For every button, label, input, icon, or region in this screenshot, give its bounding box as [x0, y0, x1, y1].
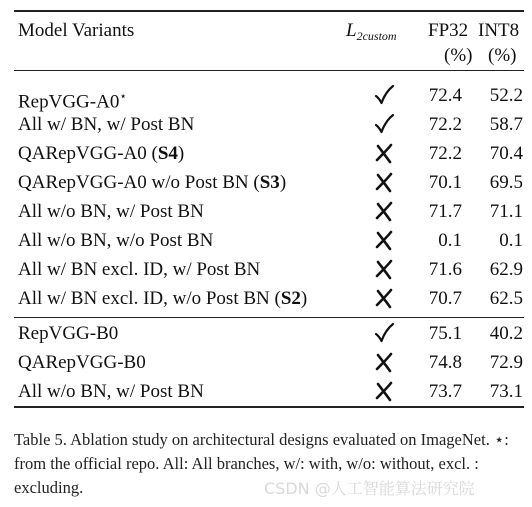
cross-icon	[372, 286, 396, 310]
table-row	[0, 285, 532, 314]
header-int8-unit: (%)	[488, 45, 517, 66]
row-int8-value: 52.2	[489, 85, 523, 106]
row-fp32-value: 71.7	[428, 201, 462, 222]
row-model-setting-label: S4	[157, 143, 178, 164]
table-row	[0, 256, 532, 285]
row-model-name-close: )	[279, 172, 287, 193]
row-int8-value: 69.5	[489, 172, 523, 193]
row-model-name-close: )	[300, 288, 308, 309]
row-fp32-value: 72.4	[428, 85, 462, 106]
row-int8-value: 62.9	[489, 259, 523, 280]
table-header-rule	[14, 70, 524, 71]
row-fp32-value: 72.2	[428, 114, 462, 135]
cross-icon	[372, 379, 396, 403]
row-model-name	[18, 323, 118, 345]
row-fp32-value: 0.1	[438, 230, 462, 251]
cross-icon	[372, 199, 396, 223]
row-fp32-value: 75.1	[428, 323, 462, 344]
table-row	[0, 227, 532, 256]
row-model-name	[18, 230, 213, 252]
row-model-name	[18, 172, 286, 194]
row-fp32-value: 71.6	[428, 259, 462, 280]
row-model-name	[18, 201, 204, 223]
row-model-setting-label: S2	[280, 288, 301, 309]
table-row	[0, 320, 532, 349]
row-model-name-text: QARepVGG-B0	[18, 352, 146, 373]
row-int8-value: 40.2	[489, 323, 523, 344]
row-model-name	[18, 259, 260, 281]
table-row	[0, 198, 532, 227]
row-int8-value: 71.1	[489, 201, 523, 222]
row-fp32-value: 70.7	[428, 288, 462, 309]
table-caption: Table 5. Ablation study on architectural designs evaluated on ImageNet. ⋆: from the official repo. All: All branches, w/: with, w/o: without, excl. : excluding.	[14, 430, 509, 497]
header-l2-custom	[346, 20, 397, 47]
check-icon	[372, 321, 396, 345]
row-model-name	[18, 288, 307, 310]
cross-icon	[372, 257, 396, 281]
cross-icon	[372, 228, 396, 252]
row-fp32-value: 73.7	[428, 381, 462, 402]
header-fp32-unit: (%)	[444, 45, 473, 66]
table-bottom-rule	[14, 406, 524, 408]
table-top-rule	[14, 10, 524, 12]
row-model-name-text: RepVGG-B0	[18, 323, 119, 344]
row-model-name-text: All w/ BN excl. ID, w/ Post BN	[18, 259, 261, 280]
row-model-name-text: All w/ BN excl. ID, w/o Post BN (	[18, 288, 281, 309]
header-model-variants: Model Variants	[18, 20, 135, 41]
header-fp32: FP32	[428, 20, 469, 41]
row-fp32-value: 74.8	[428, 352, 462, 373]
row-model-name-text: QARepVGG-A0 (	[18, 143, 158, 164]
row-int8-value: 58.7	[489, 114, 523, 135]
cross-icon	[372, 350, 396, 374]
row-fp32-value: 72.2	[428, 143, 462, 164]
row-int8-value: 73.1	[489, 381, 523, 402]
row-model-name-text: All w/o BN, w/ Post BN	[18, 201, 204, 222]
row-model-name-text: All w/o BN, w/o Post BN	[18, 230, 214, 251]
table-row	[0, 169, 532, 198]
table-group-rule	[14, 317, 524, 318]
row-int8-value: 70.4	[489, 143, 523, 164]
row-int8-value: 0.1	[499, 230, 523, 251]
table-row	[0, 140, 532, 169]
row-model-setting-label: S3	[259, 172, 280, 193]
row-model-name	[18, 114, 194, 136]
watermark-text: CSDN @人工智能算法研究院	[264, 479, 475, 498]
row-model-footnote-mark: ⋆	[119, 89, 127, 103]
row-fp32-value: 70.1	[428, 172, 462, 193]
check-icon	[372, 83, 396, 107]
row-model-name	[18, 381, 204, 403]
row-model-name-text: RepVGG-A0	[18, 91, 120, 113]
row-model-name-text: All w/ BN, w/ Post BN	[18, 114, 195, 135]
cross-icon	[372, 141, 396, 165]
header-int8: INT8	[478, 20, 520, 41]
row-model-name-text: All w/o BN, w/ Post BN	[18, 381, 204, 402]
row-model-name	[18, 143, 184, 165]
row-int8-value: 72.9	[489, 352, 523, 373]
row-model-name	[18, 85, 127, 113]
header-l2-sub: 2custom	[356, 29, 397, 43]
cross-icon	[372, 170, 396, 194]
table-row	[0, 349, 532, 378]
table-row	[0, 82, 532, 111]
table-row	[0, 378, 532, 407]
check-icon	[372, 112, 396, 136]
row-model-name	[18, 352, 146, 374]
row-model-name-text: QARepVGG-A0 w/o Post BN (	[18, 172, 260, 193]
row-model-name-close: )	[177, 143, 185, 164]
row-int8-value: 62.5	[489, 288, 523, 309]
table-row	[0, 111, 532, 140]
header-l2-main: L	[346, 20, 357, 41]
